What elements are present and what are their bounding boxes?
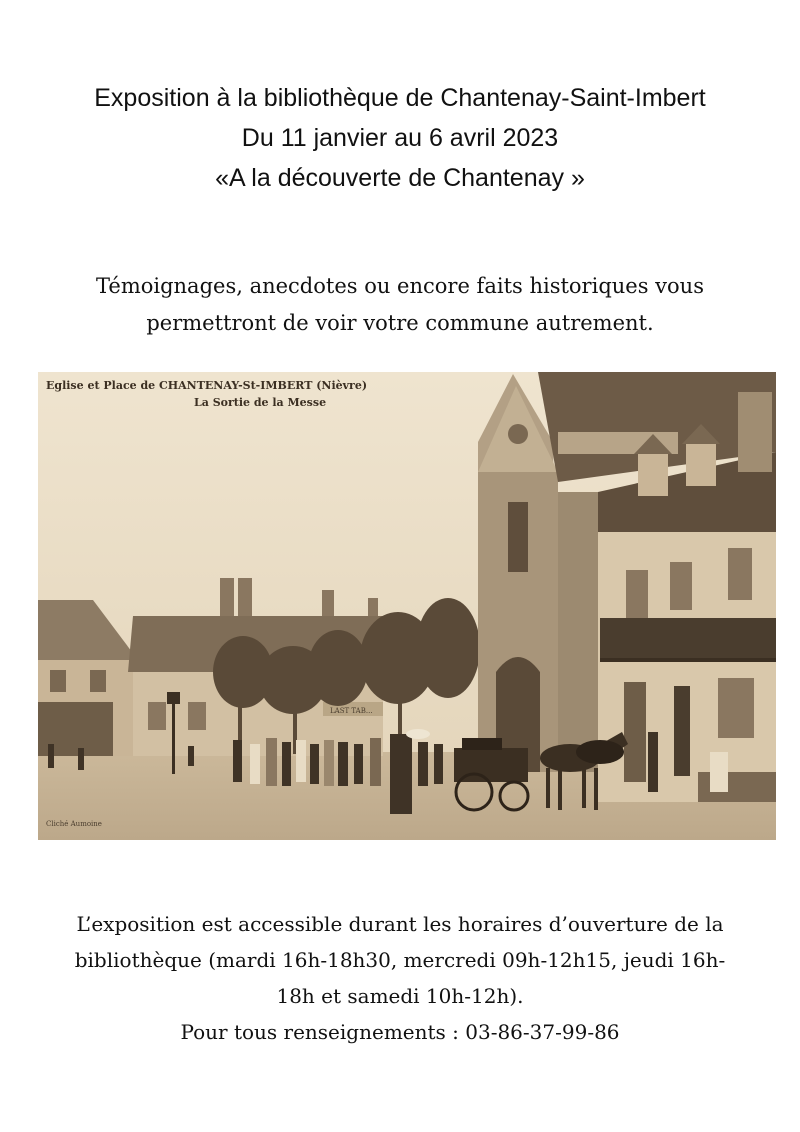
shop-sign: LAST TAB... <box>330 707 373 715</box>
postcard-illustration <box>38 372 776 840</box>
hours-line-3: 18h et samedi 10h-12h). <box>276 984 524 1008</box>
opening-hours <box>0 906 800 1014</box>
intro-line-2: permettront de voir votre commune autrement. <box>146 311 654 335</box>
photo-credit: Cliché Aumoine <box>46 820 102 828</box>
exhibition-dates: Du 11 janvier au 6 avril 2023 <box>241 124 559 152</box>
exhibition-title: Exposition à la bibliothèque de Chantenay-Saint-Imbert <box>94 84 706 112</box>
exhibition-header <box>0 78 800 198</box>
intro-paragraph <box>0 268 800 342</box>
historic-postcard <box>38 372 776 840</box>
contact-info: Pour tous renseignements : 03-86-37-99-86 <box>180 1020 620 1044</box>
hours-line-2: bibliothèque (mardi 16h-18h30, mercredi 09h-12h15, jeudi 16h- <box>74 948 726 972</box>
hours-line-1: L’exposition est accessible durant les horaires d’ouverture de la <box>76 912 724 936</box>
postcard-caption: Eglise et Place de CHANTENAY-St-IMBERT (Nièvre) <box>46 379 368 392</box>
exhibition-theme: «A la découverte de Chantenay » <box>215 164 585 192</box>
postcard-subcaption: La Sortie de la Messe <box>194 396 327 409</box>
intro-line-1: Témoignages, anecdotes ou encore faits historiques vous <box>96 274 704 298</box>
